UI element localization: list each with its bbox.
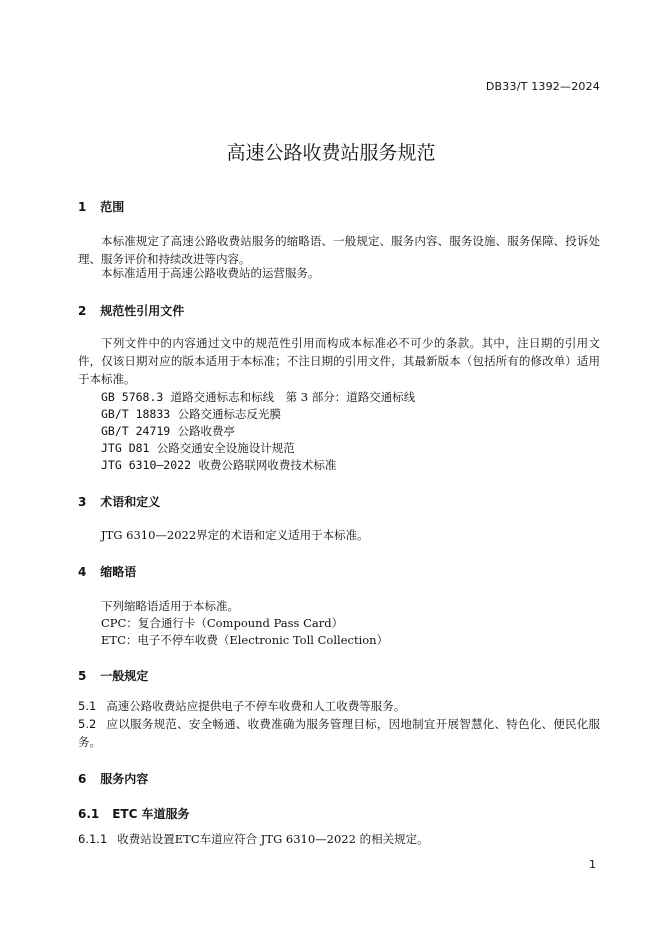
section-number: 1 (78, 200, 87, 214)
section-title: 服务内容 (100, 772, 149, 786)
section-2-heading (78, 302, 184, 319)
reference-title: 公路交通标志反光膜 (177, 407, 282, 421)
section-number: 4 (78, 565, 87, 579)
reference-code: GB/T 24719 (101, 424, 171, 438)
abbreviation-item: ETC：电子不停车收费（Electronic Toll Collection） (101, 633, 389, 647)
reference-item (101, 440, 295, 456)
section-number: 2 (78, 304, 87, 318)
clause-text: 收费站设置ETC车道应符合 JTG 6310—2022 的相关规定。 (117, 832, 429, 846)
clause-number: 5.2 (78, 717, 97, 731)
section-title: 范围 (100, 200, 125, 214)
clause-text: 应以服务规范、安全畅通、收费准确为服务管理目标，因地制宜开展智慧化、特色化、便民化服务。 (78, 717, 600, 749)
reference-code: JTG D81 (101, 441, 150, 455)
section-5-heading (78, 667, 148, 684)
reference-item (101, 389, 415, 405)
section-title: ETC 车道服务 (112, 807, 190, 821)
terms-paragraph: JTG 6310—2022界定的术语和定义适用于本标准。 (101, 528, 369, 542)
section-title: 一般规定 (100, 669, 149, 683)
reference-code: JTG 6310—2022 (101, 458, 192, 472)
references-intro: 下列文件中的内容通过文中的规范性引用而构成本标准必不可少的条款。其中，注日期的引用文件，仅该日期对应的版本适用于本标准；不注日期的引用文件，其最新版本（包括所有的修改单）适用于本标准。 (78, 336, 600, 386)
clause-text: 高速公路收费站应提供电子不停车收费和人工收费等服务。 (106, 699, 406, 713)
abbreviation-item: CPC：复合通行卡（Compound Pass Card） (101, 616, 344, 630)
clause-5-2 (78, 715, 600, 751)
section-number: 6 (78, 772, 87, 786)
section-title: 规范性引用文件 (100, 304, 185, 318)
clause-6-1-1 (78, 830, 600, 848)
clause-number: 6.1.1 (78, 832, 108, 846)
reference-code: GB/T 18833 (101, 407, 171, 421)
reference-title: 公路收费亭 (177, 424, 236, 438)
page-number: 1 (589, 858, 596, 871)
reference-code: GB 5768.3 (101, 390, 164, 404)
document-code: DB33/T 1392—2024 (485, 80, 600, 93)
section-6-heading (78, 770, 148, 787)
clause-5-1 (78, 697, 600, 715)
section-title: 术语和定义 (100, 495, 161, 509)
reference-item (101, 457, 336, 473)
scope-paragraph-2: 本标准适用于高速公路收费站的运营服务。 (101, 266, 320, 280)
abbreviations-intro: 下列缩略语适用于本标准。 (101, 599, 239, 613)
reference-title: 公路交通安全设施设计规范 (156, 441, 295, 455)
subsection-6-1-heading (78, 805, 190, 822)
section-number: 5 (78, 669, 87, 683)
document-title: 高速公路收费站服务规范 (226, 142, 436, 164)
reference-item (101, 423, 235, 439)
section-number: 6.1 (78, 807, 100, 821)
reference-title: 道路交通标志和标线 第 3 部分：道路交通标线 (170, 390, 416, 404)
reference-title: 收费公路联网收费技术标准 (198, 458, 337, 472)
section-4-heading (78, 563, 136, 580)
section-number: 3 (78, 495, 87, 509)
section-1-heading (78, 198, 124, 215)
clause-number: 5.1 (78, 699, 97, 713)
section-3-heading (78, 493, 160, 510)
scope-paragraph-1: 本标准规定了高速公路收费站服务的缩略语、一般规定、服务内容、服务设施、服务保障、投诉处理、服务评价和持续改进等内容。 (78, 234, 600, 266)
reference-item (101, 406, 281, 422)
section-title: 缩略语 (100, 565, 137, 579)
